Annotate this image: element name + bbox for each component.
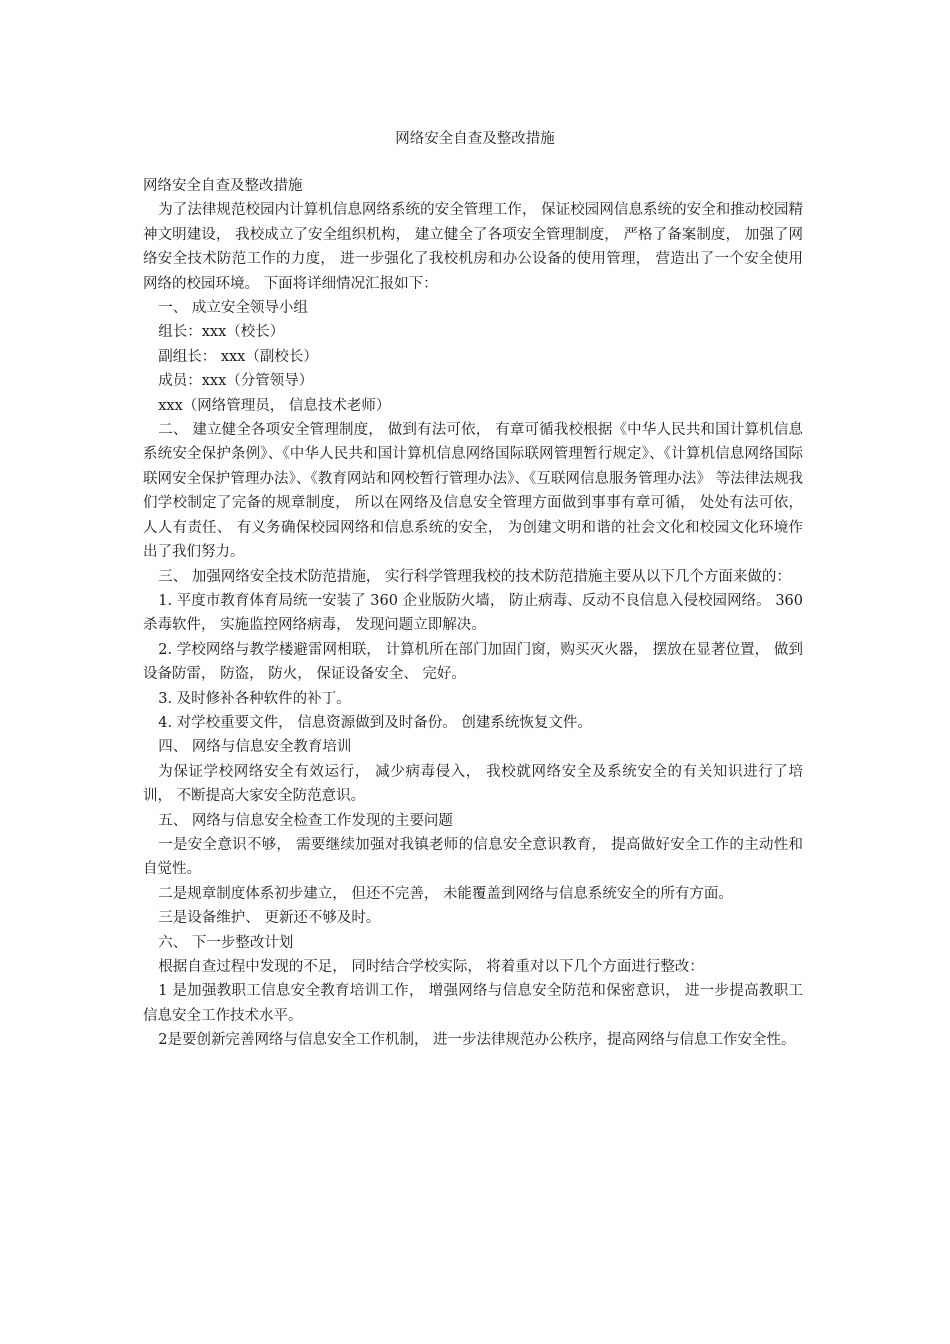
measure-item-4: 4. 对学校重要文件， 信息资源做到及时备份。 创建系统恢复文件。	[158, 714, 592, 731]
section-heading-6: 六、 下一步整改计划	[158, 934, 294, 951]
section-heading-1: 一、 成立安全领导小组	[158, 300, 308, 317]
document-title: 网络安全自查及整改措施	[395, 131, 555, 147]
measure-item-3: 3. 及时修补各种软件的补丁。	[158, 690, 351, 707]
section-2-paragraph: 二、 建立健全各项安全管理制度， 做到有法可依， 有章可循我校根据《中华人民共和国计算机信息系统安全保护条例》、《中华人民共和国计算机信息网络国际联网管理暂行规定》、《计算机信息网络国际联网安全保护管理办法》、《教育网站和网校暂行管理办法》、《互联网信息服务管理办法》 等法律法规我们学校制定了完备的规章制度， 所以在网络及信息安全管理方面做到事事有章可循， 处处有法可依， 人人有责任、 有义务确保校园网络和信息系统的安全， 为创建文明和谐的社会文化和校园文化环境作出了我们努力。	[143, 422, 803, 561]
member-line-2: xxx（网络管理员， 信息技术老师）	[158, 397, 391, 414]
measure-item-2: 2. 学校网络与教学楼避雷网相联， 计算机所在部门加固门窗，购买灭火器， 摆放在显著位置， 做到设备防雷， 防盗， 防火， 保证设备安全、 完好。	[143, 641, 803, 683]
section-heading-5: 五、 网络与信息安全检查工作发现的主要问题	[158, 812, 453, 829]
member-line: 成员：xxx（分管领导）	[158, 373, 314, 390]
team-leader-line: 组长：xxx（校长）	[158, 324, 285, 341]
plan-intro: 根据自查过程中发现的不足， 同时结合学校实际， 将着重对以下几个方面进行整改：	[158, 959, 704, 975]
plan-item-1: 1 是加强教职工信息安全教育培训工作， 增强网络与信息安全防范和保密意识， 进一步提高教职工信息安全工作技术水平。	[143, 983, 803, 1024]
problem-item-3: 三是设备维护、 更新还不够及时。	[158, 910, 381, 927]
section-3-paragraph: 三、 加强网络安全技术防范措施， 实行科学管理我校的技术防范措施主要从以下几个方面来做的：	[158, 568, 791, 585]
problem-item-1: 一是安全意识不够， 需要继续加强对我镇老师的信息安全意识教育， 提高做好安全工作的主动性和自觉性。	[143, 836, 803, 878]
plan-item-2: 2是要创新完善网络与信息安全工作机制， 进一步法律规范办公秩序，提高网络与信息工作安全性。	[158, 1032, 796, 1049]
training-paragraph: 为保证学校网络安全有效运行， 减少病毒侵入， 我校就网络安全及系统安全的有关知识进行了培训， 不断提高大家安全防范意识。	[143, 763, 803, 805]
section-heading-4: 四、 网络与信息安全教育培训	[158, 739, 352, 756]
measure-item-1: 1. 平度市教育体育局统一安装了 360 企业版防火墙， 防止病毒、反动不良信息入侵校园网络。 360 杀毒软件， 实施监控网络病毒， 发现问题立即解决。	[143, 592, 803, 634]
body-heading: 网络安全自查及整改措施	[143, 178, 303, 194]
problem-item-2: 二是规章制度体系初步建立， 但还不完善， 未能覆盖到网络与信息系统安全的所有方面。	[158, 885, 733, 902]
deputy-leader-line: 副组长： xxx（副校长）	[158, 348, 318, 365]
document-body	[143, 174, 803, 1053]
intro-paragraph: 为了法律规范校园内计算机信息网络系统的安全管理工作， 保证校园网信息系统的安全和推动校园精神文明建设， 我校成立了安全组织机构， 建立健全了各项安全管理制度， 严格了备案制度， 加强了网络安全技术防范工作的力度， 进一步强化了我校机房和办公设备的使用管理， 营造出了一个安全使用网络的校园环境。 下面将详细情况汇报如下：	[143, 202, 803, 292]
